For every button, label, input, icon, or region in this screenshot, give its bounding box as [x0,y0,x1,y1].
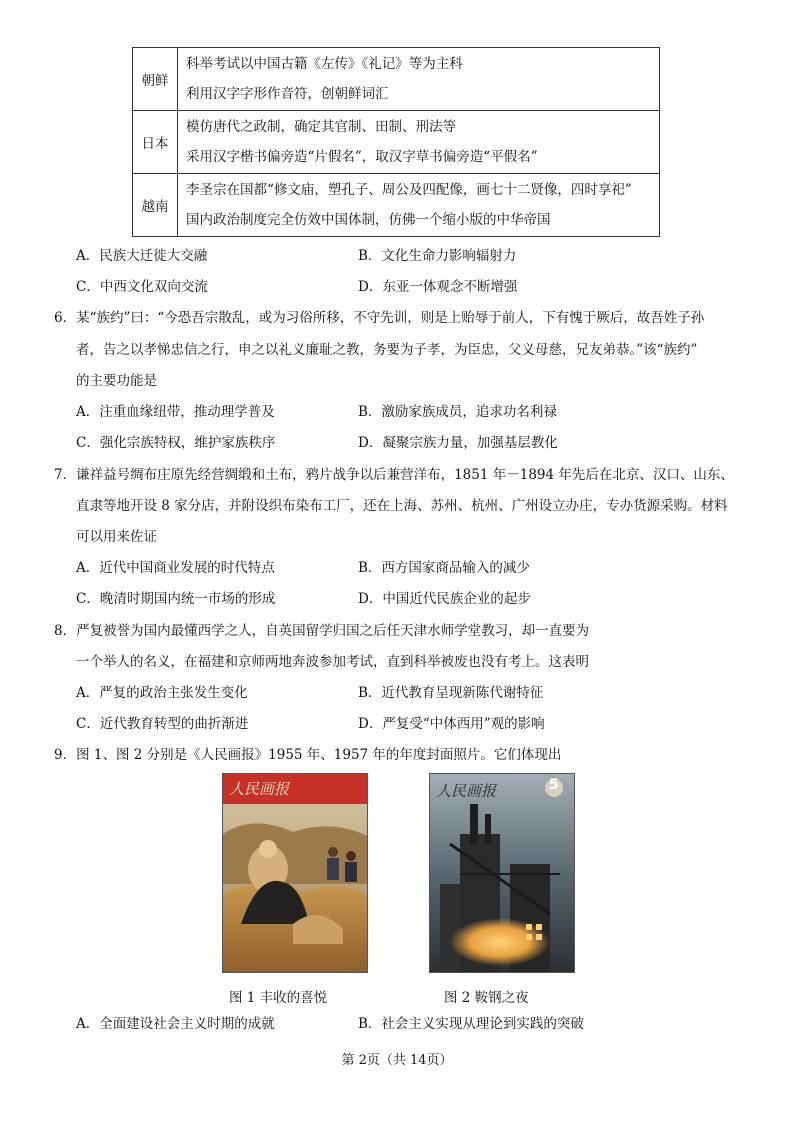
q5-option-d: D．东亚一体观念不断增强 [358,279,518,295]
content-cell [178,48,660,111]
q9-option-a: A．全面建设社会主义时期的成就 [76,1016,275,1032]
q6-option-d: D．凝聚宗族力量，加强基层教化 [358,435,558,451]
table-row [133,174,660,237]
q7-option-b: B．西方国家商品输入的减少 [358,560,530,576]
culture-table [132,47,660,237]
figure-1-masthead: 人民画报 [229,780,290,798]
q9-option-b: B．社会主义实现从理论到实践的突破 [358,1016,584,1032]
q7-stem-line: 7．谦祥益号绸布庄原先经营绸缎和土布，鸦片战争以后兼营洋布，1851 年－1894 年先后在北京、汉口、山东、 [54,467,734,483]
q6-stem-line: 的主要功能是 [76,373,157,389]
q8-option-a: A．严复的政治主张发生变化 [76,685,248,701]
q8-option-c: C．近代教育转型的曲折渐进 [76,716,249,732]
q8-stem-line: 一个举人的名义，在福建和京师两地奔波参加考试，直到科举被废也没有考上。这表明 [76,654,589,670]
figure-1-caption: 图 1 丰收的喜悦 [229,990,328,1006]
q6-stem-line: 者，告之以孝悌忠信之行，申之以礼义廉耻之教，务要为子孝，为臣忠，父义母慈，兄友弟恭。”该“族约” [76,342,698,358]
figure-2-masthead: 人民画报 [436,782,497,800]
q7-option-a: A．近代中国商业发展的时代特点 [76,560,275,576]
q6-option-b: B．激励家族成员，追求功名利禄 [358,404,557,420]
q5-option-b: B．文化生命力影响辐射力 [358,248,517,264]
figure-2-photo [429,773,575,973]
country-cell: 日本 [133,111,178,174]
figure-1-illustration [223,774,367,972]
content-line: 李圣宗在国都“修文庙，塑孔子、周公及四配像，画七十二贤像，四时享祀” [186,182,632,198]
q7-option-d: D．中国近代民族企业的起步 [358,591,531,607]
q5-option-a: A．民族大迁徙大交融 [76,248,208,264]
content-line: 科举考试以中国古籍《左传》《礼记》等为主科 [186,56,463,72]
q5-option-c: C．中西文化双向交流 [76,279,208,295]
q6-option-c: C．强化宗族特权，维护家族秩序 [76,435,276,451]
content-cell [178,174,660,237]
table-row [133,48,660,111]
q8-stem-line: 8．严复被誉为国内最懂西学之人，自英国留学归国之后任天津水师学堂教习，却一直要为 [54,623,590,639]
content-line: 国内政治制度完全仿效中国体制，仿佛一个缩小版的中华帝国 [186,212,551,228]
q7-stem-line: 可以用来佐证 [76,529,157,545]
content-line: 利用汉字字形作音符，创朝鲜词汇 [186,86,389,102]
q8-option-b: B．近代教育呈现新陈代谢特征 [358,685,544,701]
content-line: 采用汉字楷书偏旁造“片假名”，取汉字草书偏旁造“平假名” [186,149,538,165]
q9-stem-line: 9．图 1、图 2 分别是《人民画报》1955 年、1957 年的年度封面照片。它们体现出 [54,747,562,763]
figure-1-photo [222,773,368,973]
country-cell: 朝鲜 [133,48,178,111]
figure-2-issue-number: 5 [549,777,559,793]
q6-option-a: A．注重血缘纽带，推动理学普及 [76,404,275,420]
content-line: 模仿唐代之政制，确定其官制、田制、刑法等 [186,119,456,135]
page-footer: 第 2页（共 14页） [341,1053,453,1068]
content-cell [178,111,660,174]
country-cell: 越南 [133,174,178,237]
q7-stem-line: 直隶等地开设 8 家分店，并附设织布染布工厂，还在上海、苏州、杭州、广州设立办庄，专办货源采购。材料 [76,498,728,514]
figure-2-illustration [430,774,574,972]
table-row [133,111,660,174]
q8-option-d: D．严复受“中体西用”观的影响 [358,716,545,732]
q7-option-c: C．晚清时期国内统一市场的形成 [76,591,276,607]
figure-2-caption: 图 2 鞍钢之夜 [444,990,529,1006]
q6-stem-line: 6．某“族约”曰：“今恐吾宗散乱，或为习俗所移，不守先训，则是上贻辱于前人，下有愧于厥后，故吾姓子孙 [54,310,705,326]
